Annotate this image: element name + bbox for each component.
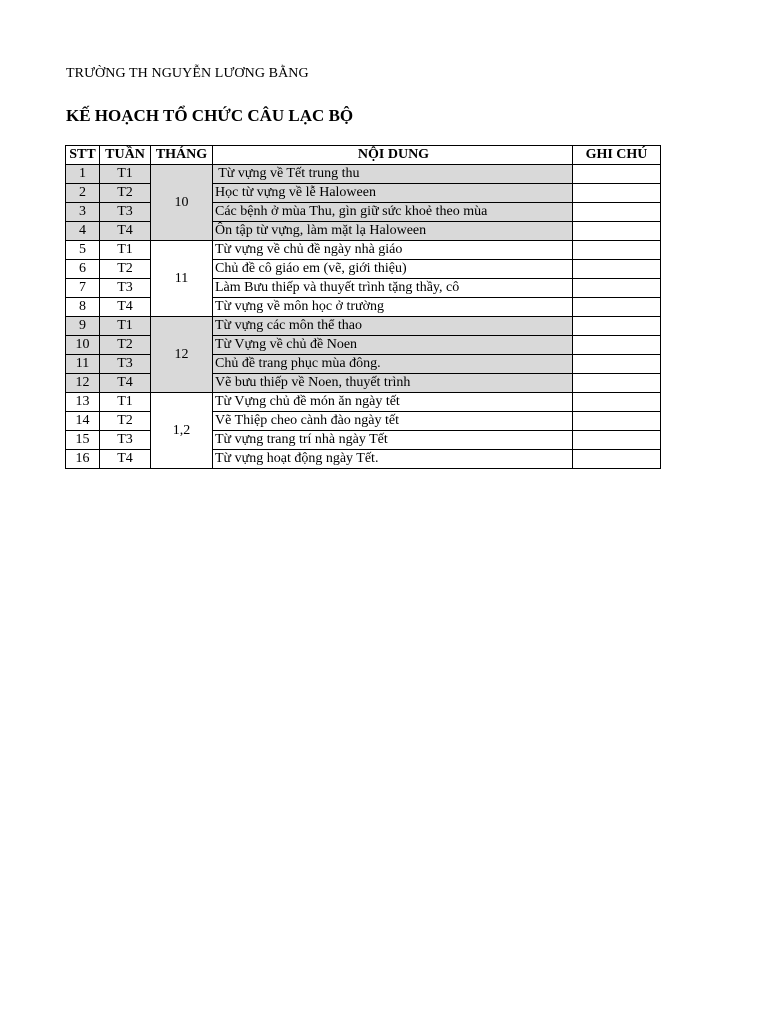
header-noi-dung: NỘI DUNG [213,146,573,165]
header-thang: THÁNG [151,146,213,165]
stt-cell: 3 [66,203,100,222]
ghi-chu-cell [573,260,661,279]
ghi-chu-cell [573,431,661,450]
ghi-chu-cell [573,355,661,374]
ghi-chu-cell [573,450,661,469]
ghi-chu-cell [573,279,661,298]
tuan-cell: T2 [100,412,151,431]
tuan-cell: T1 [100,317,151,336]
stt-cell: 14 [66,412,100,431]
thang-cell: 11 [151,241,213,317]
noi-dung-cell: Từ vựng về Tết trung thu [213,165,573,184]
stt-cell: 8 [66,298,100,317]
tuan-cell: T4 [100,298,151,317]
ghi-chu-cell [573,393,661,412]
tuan-cell: T1 [100,165,151,184]
noi-dung-cell: Từ vựng về môn học ở trường [213,298,573,317]
thang-cell: 12 [151,317,213,393]
noi-dung-cell: Vẽ bưu thiếp về Noen, thuyết trình [213,374,573,393]
ghi-chu-cell [573,412,661,431]
tuan-cell: T3 [100,203,151,222]
stt-cell: 5 [66,241,100,260]
tuan-cell: T4 [100,374,151,393]
ghi-chu-cell [573,241,661,260]
stt-cell: 1 [66,165,100,184]
table-row [66,165,661,184]
noi-dung-cell: Từ vựng hoạt động ngày Tết. [213,450,573,469]
noi-dung-cell: Học từ vựng về lễ Haloween [213,184,573,203]
header-stt: STT [66,146,100,165]
ghi-chu-cell [573,298,661,317]
stt-cell: 15 [66,431,100,450]
tuan-cell: T4 [100,450,151,469]
club-plan-table [65,145,661,469]
tuan-cell: T2 [100,336,151,355]
noi-dung-cell: Các bệnh ở mùa Thu, gìn giữ sức khoẻ theo mùa [213,203,573,222]
stt-cell: 10 [66,336,100,355]
ghi-chu-cell [573,184,661,203]
thang-cell: 1,2 [151,393,213,469]
stt-cell: 7 [66,279,100,298]
noi-dung-cell: Chủ đề trang phục mùa đông. [213,355,573,374]
stt-cell: 6 [66,260,100,279]
stt-cell: 13 [66,393,100,412]
noi-dung-cell: Từ Vựng về chủ đề Noen [213,336,573,355]
tuan-cell: T3 [100,431,151,450]
noi-dung-cell: Từ Vựng chủ đề món ăn ngày tết [213,393,573,412]
ghi-chu-cell [573,222,661,241]
noi-dung-cell: Chủ đề cô giáo em (vẽ, giới thiệu) [213,260,573,279]
tuan-cell: T4 [100,222,151,241]
table-row [66,241,661,260]
thang-cell: 10 [151,165,213,241]
noi-dung-cell: Từ vựng về chủ đề ngày nhà giáo [213,241,573,260]
ghi-chu-cell [573,203,661,222]
stt-cell: 12 [66,374,100,393]
noi-dung-cell: Làm Bưu thiếp và thuyết trình tặng thầy, cô [213,279,573,298]
header-tuan: TUẦN [100,146,151,165]
tuan-cell: T3 [100,355,151,374]
noi-dung-cell: Từ vựng trang trí nhà ngày Tết [213,431,573,450]
tuan-cell: T1 [100,241,151,260]
school-name: TRƯỜNG TH NGUYỄN LƯƠNG BẰNG [66,66,309,81]
tuan-cell: T2 [100,184,151,203]
noi-dung-cell: Ôn tập từ vựng, làm mặt lạ Haloween [213,222,573,241]
stt-cell: 11 [66,355,100,374]
tuan-cell: T3 [100,279,151,298]
stt-cell: 9 [66,317,100,336]
stt-cell: 16 [66,450,100,469]
tuan-cell: T1 [100,393,151,412]
ghi-chu-cell [573,374,661,393]
table-header-row [66,146,661,165]
stt-cell: 2 [66,184,100,203]
noi-dung-cell: Từ vựng các môn thể thao [213,317,573,336]
ghi-chu-cell [573,336,661,355]
ghi-chu-cell [573,317,661,336]
tuan-cell: T2 [100,260,151,279]
noi-dung-cell: Vẽ Thiệp cheo cành đào ngày tết [213,412,573,431]
ghi-chu-cell [573,165,661,184]
header-ghi-chu: GHI CHÚ [573,146,661,165]
stt-cell: 4 [66,222,100,241]
table-row [66,393,661,412]
document-title: KẾ HOẠCH TỔ CHỨC CÂU LẠC BỘ [66,106,354,125]
table-row [66,317,661,336]
